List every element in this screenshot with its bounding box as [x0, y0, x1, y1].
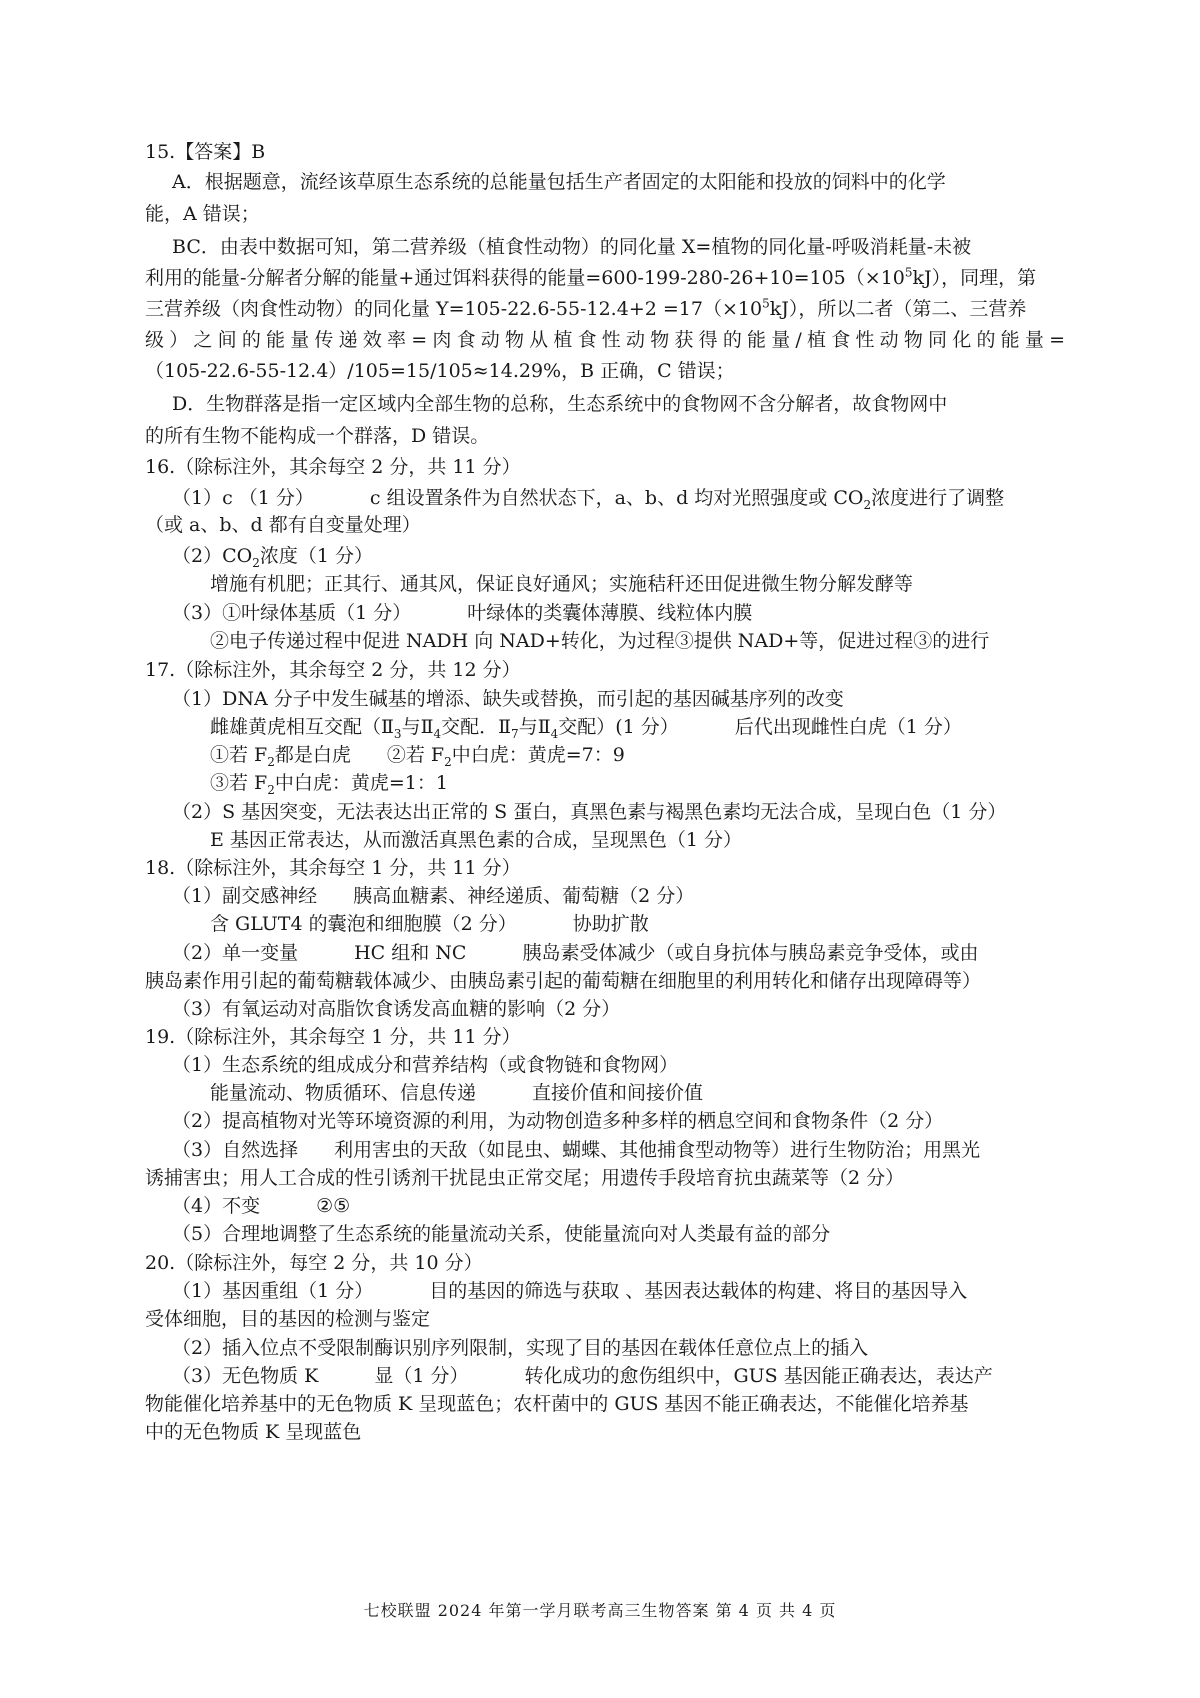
q17-heading: 17.（除标注外，其余每空 2 分，共 12 分） [145, 659, 521, 681]
q16-part1-line2: （或 a、b、d 都有自变量处理） [145, 514, 421, 536]
q16-heading: 16.（除标注外，其余每空 2 分，共 11 分） [145, 456, 521, 478]
q15-option-d-line2: 的所有生物不能构成一个群落，D 错误。 [145, 425, 490, 447]
q15-heading: 15.【答案】B [145, 141, 266, 163]
q19-part2: （2）提高植物对光等环境资源的利用，为动物创造多种多样的栖息空间和食物条件（2 分） [172, 1110, 944, 1132]
q19-part1-line2: 能量流动、物质循环、信息传递 直接价值和间接价值 [210, 1082, 704, 1104]
q19-part3-line2: 诱捕害虫；用人工合成的性引诱剂干扰昆虫正常交尾；用遗传手段培育抗虫蔬菜等（2 分） [145, 1167, 905, 1189]
q17-part1-line2: 雌雄黄虎相互交配（$Ⅱ_3$与$Ⅱ_4$交配．$Ⅱ_7$与$Ⅱ_4$交配）(1 分） 后代出现雌性白虎（1 分） [210, 716, 962, 741]
q19-part3-line1: （3）自然选择 利用害虫的天敌（如昆虫、蝴蝶、其他捕食型动物等）进行生物防治；用黑光 [172, 1139, 981, 1161]
q15-option-bc-line2: 利用的能量-分解者分解的能量+通过饵料获得的能量$=600-199-280-26+10=105(\times 10^5kJ)$，同理，第 [145, 265, 1037, 289]
q15-option-a-line2: 能，A 错误； [145, 203, 260, 225]
q17-part1-line1: （1）DNA 分子中发生碱基的增添、缺失或替换，而引起的基因碱基序列的改变 [172, 688, 844, 710]
q15-option-d-line1: D．生物群落是指一定区域内全部生物的总称，生态系统中的食物网不含分解者，故食物网中 [172, 393, 948, 415]
q20-heading: 20.（除标注外，每空 2 分，共 10 分） [145, 1252, 483, 1274]
q16-part2-line2: 增施有机肥；正其行、通其风，保证良好通风；实施秸秆还田促进微生物分解发酵等 [210, 573, 914, 595]
q18-part1-line2: 含 GLUT4 的囊泡和细胞膜（2 分） 协助扩散 [210, 913, 649, 935]
q20-part3-line1: （3）无色物质 K 显（1 分） 转化成功的愈伤组织中，GUS 基因能正确表达，表达产 [172, 1365, 993, 1387]
q15-option-bc-line3: 三营养级（肉食性动物）的同化量 $Y=105-22.6-55-12.4+2 =17(\times 10^5kJ)$，所以二者（第二、三营养 [145, 296, 1027, 320]
q16-part1-line1: （1）c （1 分） c 组设置条件为自然状态下，a、b、d 均对光照强度或 $CO_2$浓度进行了调整 [172, 487, 1005, 512]
q17-part2-line2: E 基因正常表达，从而激活真黑色素的合成，呈现黑色（1 分） [210, 829, 743, 851]
q20-part1-line2: 受体细胞，目的基因的检测与鉴定 [145, 1308, 431, 1330]
q16-part3-line1: （3）①叶绿体基质（1 分） 叶绿体的类囊体薄膜、线粒体内膜 [172, 602, 753, 624]
q18-part1-line1: （1）副交感神经 胰高血糖素、神经递质、葡萄糖（2 分） [172, 885, 695, 907]
q18-part2-line1: （2）单一变量 HC 组和 NC 胰岛素受体减少（或自身抗体与胰岛素竞争受体，或由 [172, 942, 979, 964]
q20-part3-line2: 物能催化培养基中的无色物质 K 呈现蓝色；农杆菌中的 GUS 基因不能正确表达，不能催化培养基 [145, 1393, 969, 1415]
page-footer: 七校联盟 2024 年第一学月联考高三生物答案 第 4 页 共 4 页 [363, 1601, 837, 1620]
q15-option-bc-line1: BC．由表中数据可知，第二营养级（植食性动物）的同化量 X=植物的同化量-呼吸消耗量-未被 [172, 236, 972, 258]
q17-part1-line4: ③若 $F_2$中白虎：黄虎=1：1 [210, 772, 448, 797]
q20-part1-line1: （1）基因重组（1 分） 目的基因的筛选与获取 、基因表达载体的构建、将目的基因导入 [172, 1280, 968, 1302]
q16-part3-line2: ②电子传递过程中促进 NADH 向 NAD+转化，为过程③提供 NAD+等，促进过程③的进行 [210, 630, 990, 652]
q17-part2-line1: （2）S 基因突变，无法表达出正常的 S 蛋白，真黑色素与褐黑色素均无法合成，呈现白色（1 分） [172, 801, 1007, 823]
q19-heading: 19.（除标注外，其余每空 1 分，共 11 分） [145, 1026, 521, 1048]
q20-part2: （2）插入位点不受限制酶识别序列限制，实现了目的基因在载体任意位点上的插入 [172, 1337, 869, 1359]
q16-part2-line1: $(2)CO_2$浓度（1 分） [172, 545, 373, 570]
q18-part2-line2: 胰岛素作用引起的葡萄糖载体减少、由胰岛素引起的葡萄糖在细胞里的利用转化和储存出现障碍等） [145, 970, 982, 992]
q20-part3-line3: 中的无色物质 K 呈现蓝色 [145, 1421, 362, 1443]
q18-part3: （3）有氧运动对高脂饮食诱发高血糖的影响（2 分） [172, 998, 621, 1020]
q19-part4: （4）不变 ②⑤ [172, 1195, 351, 1217]
q15-option-bc-line5: （105-22.6-55-12.4）/105=15/105≈14.29%，B 正确，C 错误； [145, 360, 735, 382]
q19-part1-line1: （1）生态系统的组成成分和营养结构（或食物链和食物网） [172, 1054, 679, 1076]
q18-heading: 18.（除标注外，其余每空 1 分，共 11 分） [145, 857, 521, 879]
q19-part5: （5）合理地调整了生态系统的能量流动关系，使能量流向对人类最有益的部分 [172, 1223, 831, 1245]
q15-option-a-line1: A．根据题意，流经该草原生态系统的总能量包括生产者固定的太阳能和投放的饲料中的化学 [172, 171, 946, 193]
q17-part1-line3: ①若 $F_2$都是白虎 ②若 $F_2$中白虎：黄虎=7：9 [210, 744, 625, 769]
q15-option-bc-line4: 级）之间的能量传递效率=肉食动物从植食性动物获得的能量/植食性动物同化的能量= [145, 329, 1065, 351]
